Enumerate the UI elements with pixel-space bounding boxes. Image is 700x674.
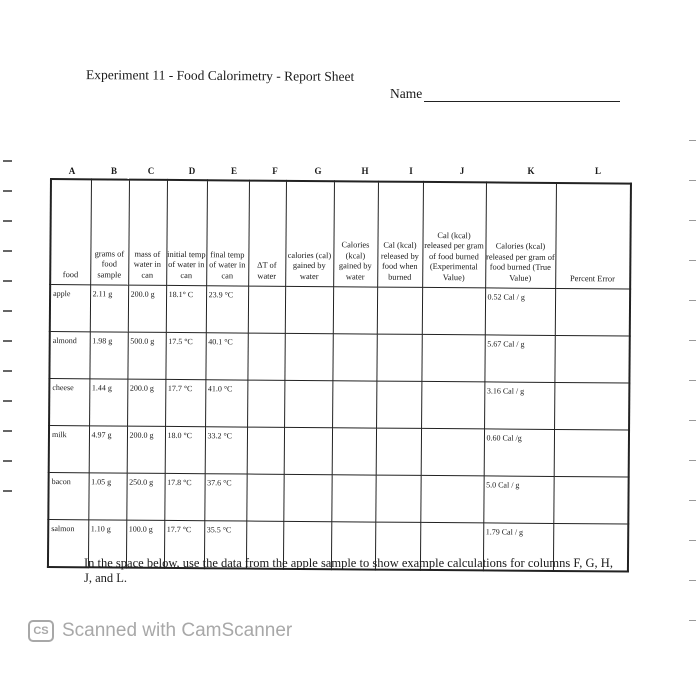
cell-released bbox=[377, 287, 422, 334]
cell-food: apple bbox=[50, 285, 90, 332]
header-final-temp: final temp of water in can bbox=[206, 180, 249, 286]
cell-released bbox=[376, 428, 421, 475]
cell-true-value: 0.60 Cal /g bbox=[484, 429, 554, 477]
cell-cal bbox=[285, 286, 333, 333]
header-calories-kcal: Calories (kcal) gained by water bbox=[333, 181, 378, 287]
watermark-text: Scanned with CamScanner bbox=[62, 620, 293, 641]
cell-final-temp: 41.0 °C bbox=[205, 380, 247, 427]
header-food: food bbox=[50, 179, 91, 285]
column-letter: L bbox=[594, 166, 602, 176]
cell-cal bbox=[284, 380, 332, 427]
cell-delta-t bbox=[248, 286, 285, 333]
cell-final-temp: 33.2 °C bbox=[205, 427, 247, 474]
cell-experimental bbox=[421, 334, 484, 381]
header-grams-sample: grams of food sample bbox=[90, 179, 129, 285]
cell-percent-error bbox=[555, 288, 630, 336]
cell-food: milk bbox=[49, 426, 89, 473]
cell-kcal bbox=[332, 428, 376, 475]
cell-final-temp: 37.6 °C bbox=[204, 474, 246, 521]
cell-true-value: 3.16 Cal / g bbox=[484, 382, 554, 430]
table-row bbox=[49, 426, 629, 478]
cell-kcal bbox=[333, 287, 377, 334]
cell-mass-water: 200.0 g bbox=[127, 426, 165, 473]
cell-mass-water: 200.0 g bbox=[128, 285, 166, 332]
column-letter: A bbox=[68, 166, 76, 176]
cell-percent-error bbox=[554, 335, 629, 383]
cell-released bbox=[375, 475, 420, 522]
cell-true-value: 5.67 Cal / g bbox=[484, 335, 554, 383]
header-cal-released: Cal (kcal) released by food when burned bbox=[377, 182, 423, 288]
edge-marks-right bbox=[686, 140, 696, 660]
name-field bbox=[390, 86, 620, 102]
header-row bbox=[50, 179, 631, 289]
cell-kcal bbox=[331, 475, 375, 522]
cell-food: bacon bbox=[48, 472, 88, 519]
cell-grams: 1.44 g bbox=[89, 379, 127, 426]
cell-experimental bbox=[420, 475, 483, 522]
cell-grams: 4.97 g bbox=[89, 426, 127, 473]
cell-experimental bbox=[421, 381, 484, 428]
cell-mass-water: 250.0 g bbox=[126, 473, 164, 520]
header-calories-cal: calories (cal) gained by water bbox=[285, 181, 334, 287]
column-letter: H bbox=[361, 166, 369, 176]
cell-true-value: 5.0 Cal / g bbox=[483, 476, 553, 524]
cell-released bbox=[376, 381, 421, 428]
cell-delta-t bbox=[247, 427, 284, 474]
column-letter: K bbox=[527, 166, 535, 176]
cell-food: cheese bbox=[49, 379, 89, 426]
cell-grams: 1.10 g bbox=[88, 520, 126, 568]
column-letter: F bbox=[272, 166, 278, 176]
cell-food: salmon bbox=[48, 519, 88, 567]
cell-delta-t bbox=[247, 333, 284, 380]
report-table-container bbox=[47, 178, 630, 573]
header-experimental: Cal (kcal) released per gram of food burned (Experimental Value) bbox=[422, 182, 486, 288]
cell-percent-error bbox=[553, 476, 628, 524]
cell-delta-t bbox=[247, 380, 284, 427]
table-row bbox=[48, 472, 628, 524]
column-letter: I bbox=[409, 166, 413, 176]
header-percent-error: Percent Error bbox=[555, 183, 631, 289]
header-delta-t: ΔT of water bbox=[248, 181, 286, 287]
cell-initial-temp: 17.7 °C bbox=[164, 520, 204, 568]
cell-kcal bbox=[332, 381, 376, 428]
column-letter: E bbox=[230, 166, 238, 176]
cell-initial-temp: 17.8 °C bbox=[164, 473, 204, 520]
cell-final-temp: 23.9 °C bbox=[206, 286, 248, 333]
name-label: Name bbox=[390, 86, 423, 101]
cell-experimental bbox=[422, 287, 485, 334]
cell-delta-t bbox=[246, 474, 283, 521]
cell-initial-temp: 17.7 °C bbox=[165, 379, 205, 426]
cell-initial-temp: 18.1° C bbox=[166, 285, 206, 332]
cell-grams: 1.98 g bbox=[89, 332, 127, 379]
cell-final-temp: 35.5 °C bbox=[204, 521, 246, 569]
cell-cal bbox=[284, 333, 332, 380]
cell-mass-water: 100.0 g bbox=[126, 520, 164, 568]
cell-grams: 1.05 g bbox=[88, 473, 126, 520]
table-row bbox=[49, 332, 629, 384]
table-row bbox=[49, 379, 629, 431]
cell-cal bbox=[284, 427, 332, 474]
scanner-watermark bbox=[28, 620, 292, 642]
report-table bbox=[47, 178, 632, 573]
table-row bbox=[50, 285, 630, 337]
cell-true-value: 0.52 Cal / g bbox=[485, 288, 555, 336]
cell-grams: 2.11 g bbox=[90, 285, 128, 332]
cell-food: almond bbox=[49, 332, 89, 379]
cell-final-temp: 40.1 °C bbox=[205, 333, 247, 380]
cell-initial-temp: 17.5 °C bbox=[165, 332, 205, 379]
report-title: Experiment 11 - Food Calorimetry - Report Sheet bbox=[85, 67, 355, 84]
binding-marks-left bbox=[0, 150, 14, 520]
column-letter: J bbox=[459, 166, 465, 176]
column-letter: D bbox=[188, 166, 196, 176]
instructions-text: In the space below, use the data from the apple sample to show example calculations for columns F, G, H, J, and L. bbox=[84, 556, 613, 585]
camscanner-icon: CS bbox=[28, 620, 54, 642]
column-letter: C bbox=[147, 166, 155, 176]
cell-kcal bbox=[332, 334, 376, 381]
name-blank-line bbox=[424, 89, 620, 102]
cell-initial-temp: 18.0 °C bbox=[165, 426, 205, 473]
cell-released bbox=[376, 334, 421, 381]
header-mass-water: mass of water in can bbox=[128, 180, 167, 286]
column-letter: G bbox=[314, 166, 322, 176]
column-letter: B bbox=[110, 166, 118, 176]
cell-mass-water: 500.0 g bbox=[127, 332, 165, 379]
cell-percent-error bbox=[554, 382, 629, 430]
cell-true-value: 1.79 Cal / g bbox=[483, 523, 553, 571]
header-initial-temp: initial temp of water in can bbox=[166, 180, 207, 286]
cell-cal bbox=[283, 474, 331, 521]
cell-experimental bbox=[421, 428, 484, 475]
cell-percent-error bbox=[554, 429, 629, 477]
header-true-value: Calories (kcal) released per gram of food burned (True Value) bbox=[485, 182, 556, 288]
cell-mass-water: 200.0 g bbox=[127, 379, 165, 426]
